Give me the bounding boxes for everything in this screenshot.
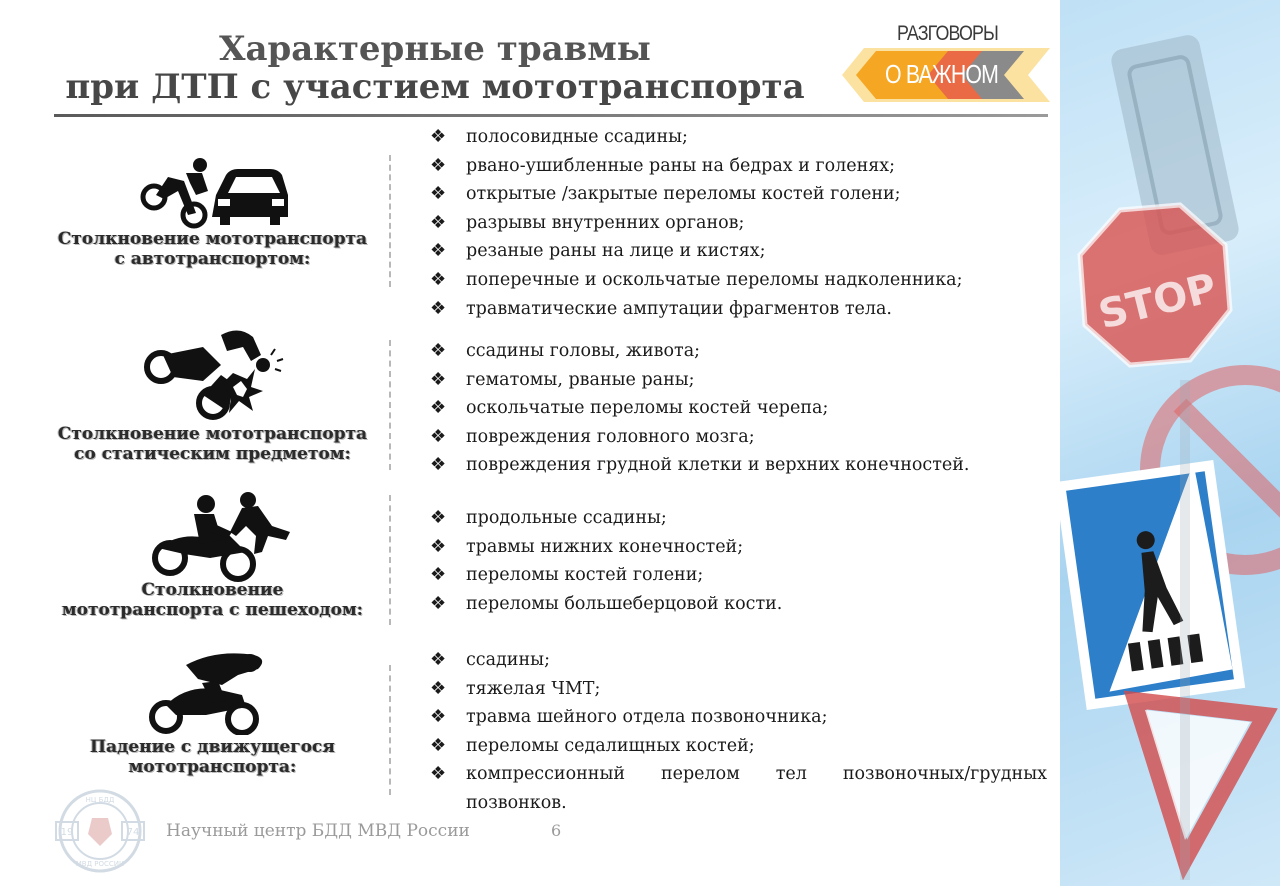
page-number: 6 (551, 821, 562, 840)
list-item: ❖ ссадины головы, живота; (430, 337, 970, 366)
list-item: ❖ повреждения головного мозга; (430, 423, 970, 452)
title-line-1: Характерные травмы (219, 29, 651, 69)
bullet-icon: ❖ (430, 564, 447, 586)
bullet-icon: ❖ (430, 425, 447, 447)
bullet-icon: ❖ (430, 297, 447, 319)
bullet-icon: ❖ (430, 706, 447, 728)
injury-list (430, 123, 963, 323)
road-signs-illustration (1060, 0, 1280, 886)
dashed-divider (389, 155, 391, 287)
dashed-divider (389, 340, 391, 470)
list-item: ❖ оскольчатые переломы костей черепа; (430, 394, 970, 423)
injury-list (430, 646, 1047, 818)
emblem-text-bottom: МВД РОССИИ (75, 860, 125, 868)
list-item: ❖ продольные ссадины; (430, 504, 782, 533)
organization-emblem (52, 788, 148, 874)
list-item: ❖ открытые /закрытые переломы костей голени; (430, 180, 963, 209)
list-item: ❖ переломы костей голени; (430, 561, 782, 590)
emblem-text-top: НЦ БДД (85, 796, 115, 804)
list-item: ❖ компрессионный перелом тел позвоночных/грудных (430, 760, 1047, 789)
title-underline (54, 114, 1048, 117)
list-item: ❖ ссадины; (430, 646, 1047, 675)
case-label: Падение с движущегося мототранспорта: (90, 737, 335, 777)
bullet-icon: ❖ (430, 734, 447, 756)
bullet-icon: ❖ (430, 126, 447, 147)
list-item: ❖ повреждения грудной клетки и верхних конечностей. (430, 451, 970, 480)
list-item: ❖ переломы седалищных костей; (430, 732, 1047, 761)
bullet-icon: ❖ (430, 211, 447, 233)
motorcycle-rider-fall-icon (146, 645, 271, 735)
dashed-divider (389, 495, 391, 625)
bullet-icon: ❖ (430, 649, 447, 670)
motorcycle-vs-car-icon (138, 155, 288, 230)
dashed-divider (389, 665, 391, 795)
case-label: Столкновение мототранспорта со статическим предметом: (57, 424, 368, 464)
list-item: ❖ гематомы, рваные раны; (430, 366, 970, 395)
list-item: ❖ травматические ампутации фрагментов тела. (430, 295, 963, 324)
bullet-icon: ❖ (430, 368, 447, 390)
list-item: ❖ тяжелая ЧМТ; (430, 675, 1047, 704)
bullet-icon: ❖ (430, 397, 447, 419)
brand-bottom-text: О ВАЖНОМ (885, 59, 999, 89)
motorcycle-crash-icon (143, 325, 288, 420)
list-item: ❖ полосовидные ссадины; (430, 123, 963, 152)
list-item: ❖ травма шейного отдела позвоночника; (430, 703, 1047, 732)
bullet-icon: ❖ (430, 454, 447, 476)
list-item: ❖ поперечные и оскольчатые переломы надколенника; (430, 266, 963, 295)
road-signs-decoration (1060, 0, 1280, 886)
case-label: Столкновение мототранспорта с пешеходом: (61, 580, 364, 620)
emblem-year-right: 74 (126, 827, 140, 838)
bullet-icon: ❖ (430, 154, 447, 176)
svg-text:STOP: STOP (1094, 264, 1222, 339)
emblem-year-left: 19 (60, 827, 74, 838)
brand-top-text: РАЗГОВОРЫ (897, 22, 999, 45)
bullet-icon: ❖ (430, 507, 447, 528)
injury-list (430, 504, 782, 618)
page-title (60, 30, 810, 106)
bullet-icon: ❖ (430, 592, 447, 614)
motorcycle-vs-pedestrian-icon (150, 492, 295, 584)
bullet-icon: ❖ (430, 677, 447, 699)
list-item: ❖ разрывы внутренних органов; (430, 209, 963, 238)
bullet-icon: ❖ (430, 268, 447, 290)
bullet-icon: ❖ (430, 340, 447, 361)
bullet-icon: ❖ (430, 183, 447, 205)
bullet-icon: ❖ (430, 535, 447, 557)
case-label: Столкновение мототранспорта с автотранспортом: (57, 229, 368, 269)
list-item-continuation: позвонков. (466, 792, 567, 813)
list-item: ❖ переломы большеберцовой кости. (430, 590, 782, 619)
list-item: ❖ резаные раны на лице и кистях; (430, 237, 963, 266)
title-line-2: при ДТП с участием мототранспорта (65, 67, 805, 107)
list-item: ❖ травмы нижних конечностей; (430, 533, 782, 562)
list-item: ❖ рвано-ушибленные раны на бедрах и голенях; (430, 152, 963, 181)
injury-list (430, 337, 970, 480)
bullet-icon: ❖ (430, 240, 447, 262)
bullet-icon: ❖ (430, 763, 447, 785)
footer-organization: Научный центр БДД МВД России (166, 821, 470, 841)
